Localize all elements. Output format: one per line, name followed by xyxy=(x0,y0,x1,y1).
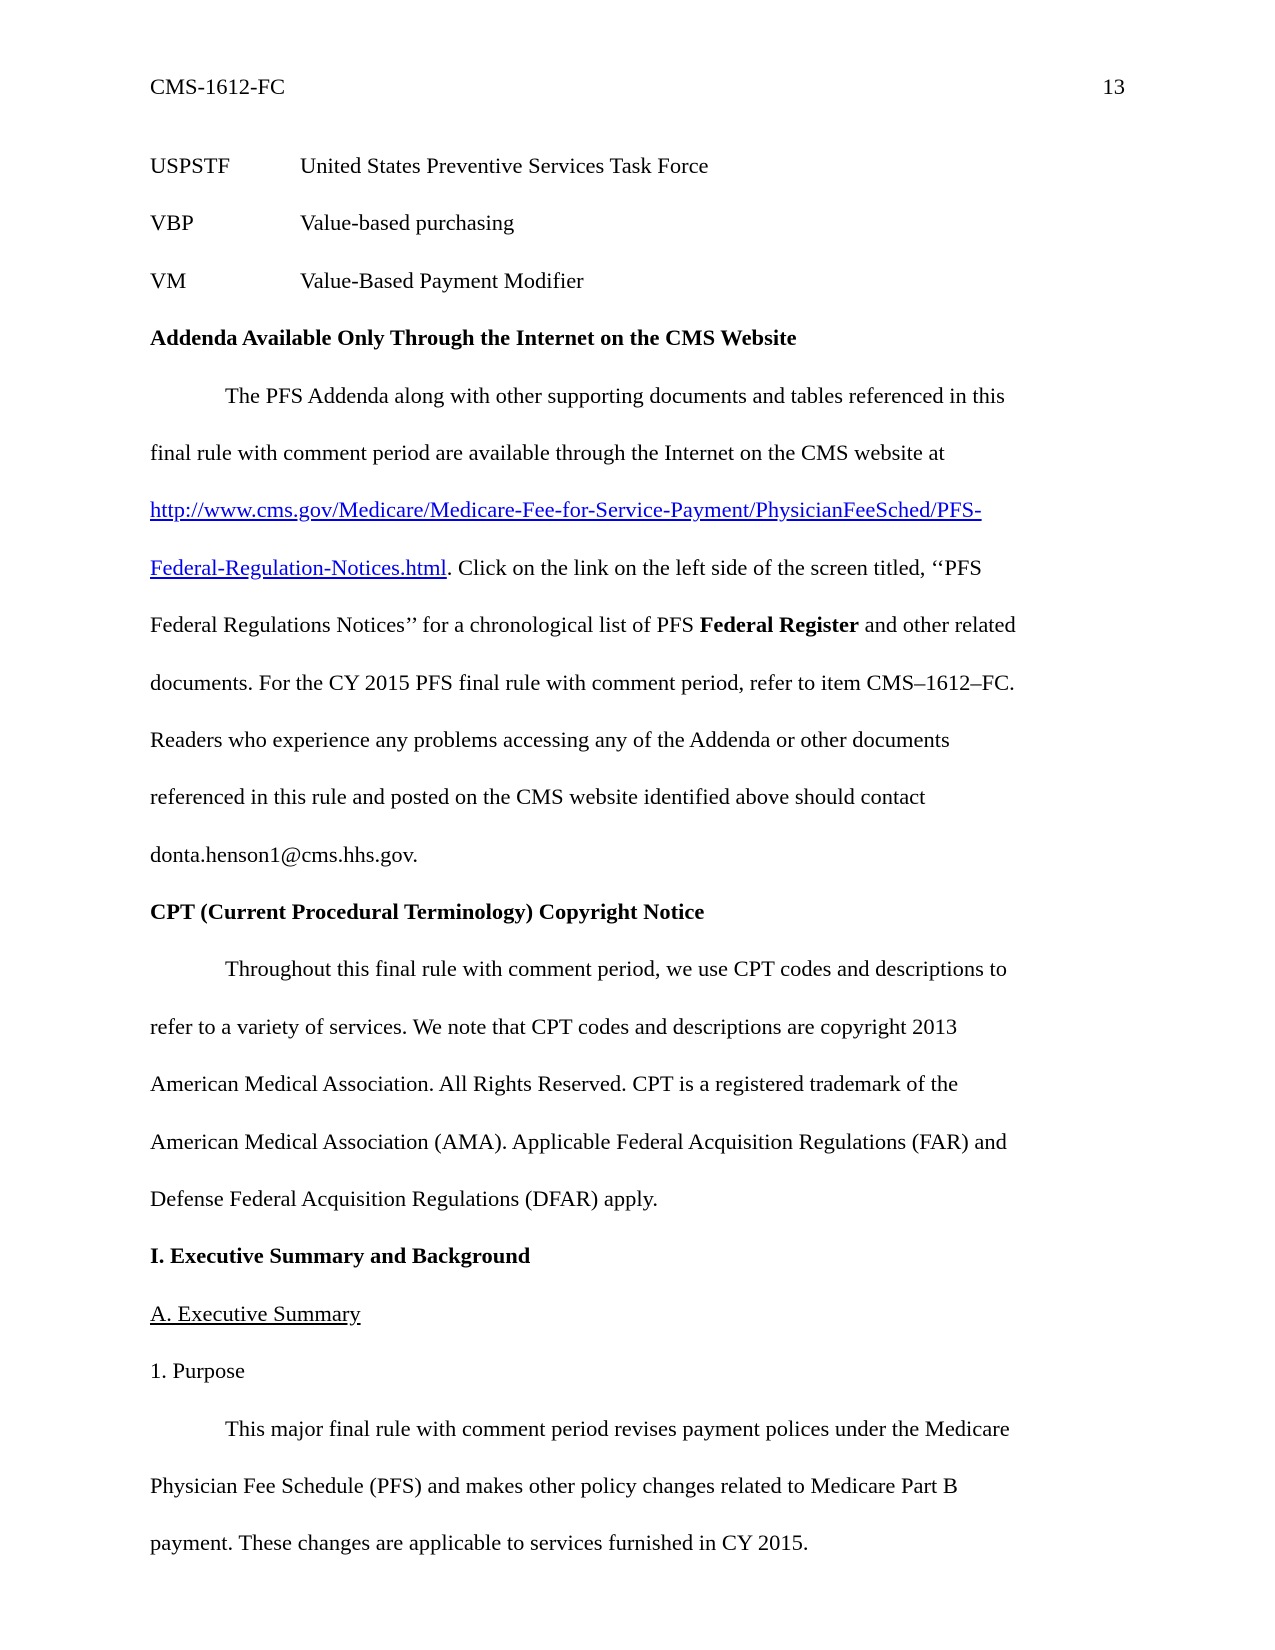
abbreviation-definition: United States Preventive Services Task Force xyxy=(300,153,709,178)
paragraph-line xyxy=(150,1414,1125,1471)
abbreviation-term: VBP xyxy=(150,210,194,236)
paragraph-text: Federal Regulations Notices’’ for a chronological list of PFS xyxy=(150,612,700,638)
abbreviation-row xyxy=(150,208,1125,265)
paragraph-line: refer to a variety of services. We note that CPT codes and descriptions are copyright 2013 xyxy=(150,1013,958,1039)
page-number: 13 xyxy=(1102,74,1125,99)
paragraph-line xyxy=(150,495,1125,552)
contact-email: donta.henson1@cms.hhs.gov. xyxy=(150,841,418,867)
abbreviation-definition: Value-based purchasing xyxy=(300,210,515,236)
abbreviation-row xyxy=(150,266,1125,323)
paragraph-text: . Click on the link on the left side of the screen titled, ‘‘PFS xyxy=(446,554,982,580)
paragraph-text: and other related xyxy=(859,612,1016,638)
paragraph-line: American Medical Association (AMA). Applicable Federal Acquisition Regulations (FAR) and xyxy=(150,1128,1007,1154)
section-heading: I. Executive Summary and Background xyxy=(150,1243,531,1269)
paragraph-text: This major final rule with comment period revises payment polices under the Medicare xyxy=(225,1415,1010,1441)
page-content xyxy=(150,151,1125,1586)
abbreviation-term: USPSTF xyxy=(150,153,231,178)
paragraph-line xyxy=(150,954,1125,1011)
abbreviation-term: VM xyxy=(150,267,187,293)
paragraph-line: payment. These changes are applicable to services furnished in CY 2015. xyxy=(150,1530,809,1556)
paragraph-text: Throughout this final rule with comment period, we use CPT codes and descriptions to xyxy=(225,956,1007,982)
paragraph-line: final rule with comment period are available through the Internet on the CMS website at xyxy=(150,439,945,465)
paragraph-line xyxy=(150,553,1125,610)
paragraph-line: documents. For the CY 2015 PFS final rule with comment period, refer to item CMS–1612–FC. xyxy=(150,669,1015,695)
pfs-notices-link-part1[interactable]: http://www.cms.gov/Medicare/Medicare-Fee-for-Service-Payment/PhysicianFeeSched/PFS- xyxy=(150,497,982,523)
paragraph-line: American Medical Association. All Rights Reserved. CPT is a registered trademark of the xyxy=(150,1071,959,1097)
cpt-heading: CPT (Current Procedural Terminology) Copyright Notice xyxy=(150,899,705,925)
document-id: CMS-1612-FC xyxy=(150,74,286,99)
subsection-heading xyxy=(150,1299,1125,1356)
paragraph-line: Physician Fee Schedule (PFS) and makes other policy changes related to Medicare Part B xyxy=(150,1472,958,1498)
paragraph-text: The PFS Addenda along with other supporting documents and tables referenced in this xyxy=(225,382,1005,408)
abbreviation-definition: Value-Based Payment Modifier xyxy=(300,267,584,293)
federal-register-bold: Federal Register xyxy=(699,612,859,638)
paragraph-line: Defense Federal Acquisition Regulations (DFAR) apply. xyxy=(150,1186,659,1212)
page-header xyxy=(150,74,1125,104)
addenda-heading: Addenda Available Only Through the Internet on the CMS Website xyxy=(150,325,797,351)
paragraph-line xyxy=(150,610,1125,667)
abbreviation-row xyxy=(150,151,1125,208)
paragraph-line: referenced in this rule and posted on the CMS website identified above should contact xyxy=(150,784,926,810)
numbered-item: 1. Purpose xyxy=(150,1358,245,1384)
subsection-heading-text: A. Executive Summary xyxy=(150,1300,361,1326)
paragraph-line xyxy=(150,381,1125,438)
pfs-notices-link-part2[interactable]: Federal-Regulation-Notices.html xyxy=(150,554,447,580)
paragraph-line: Readers who experience any problems accessing any of the Addenda or other documents xyxy=(150,726,950,752)
